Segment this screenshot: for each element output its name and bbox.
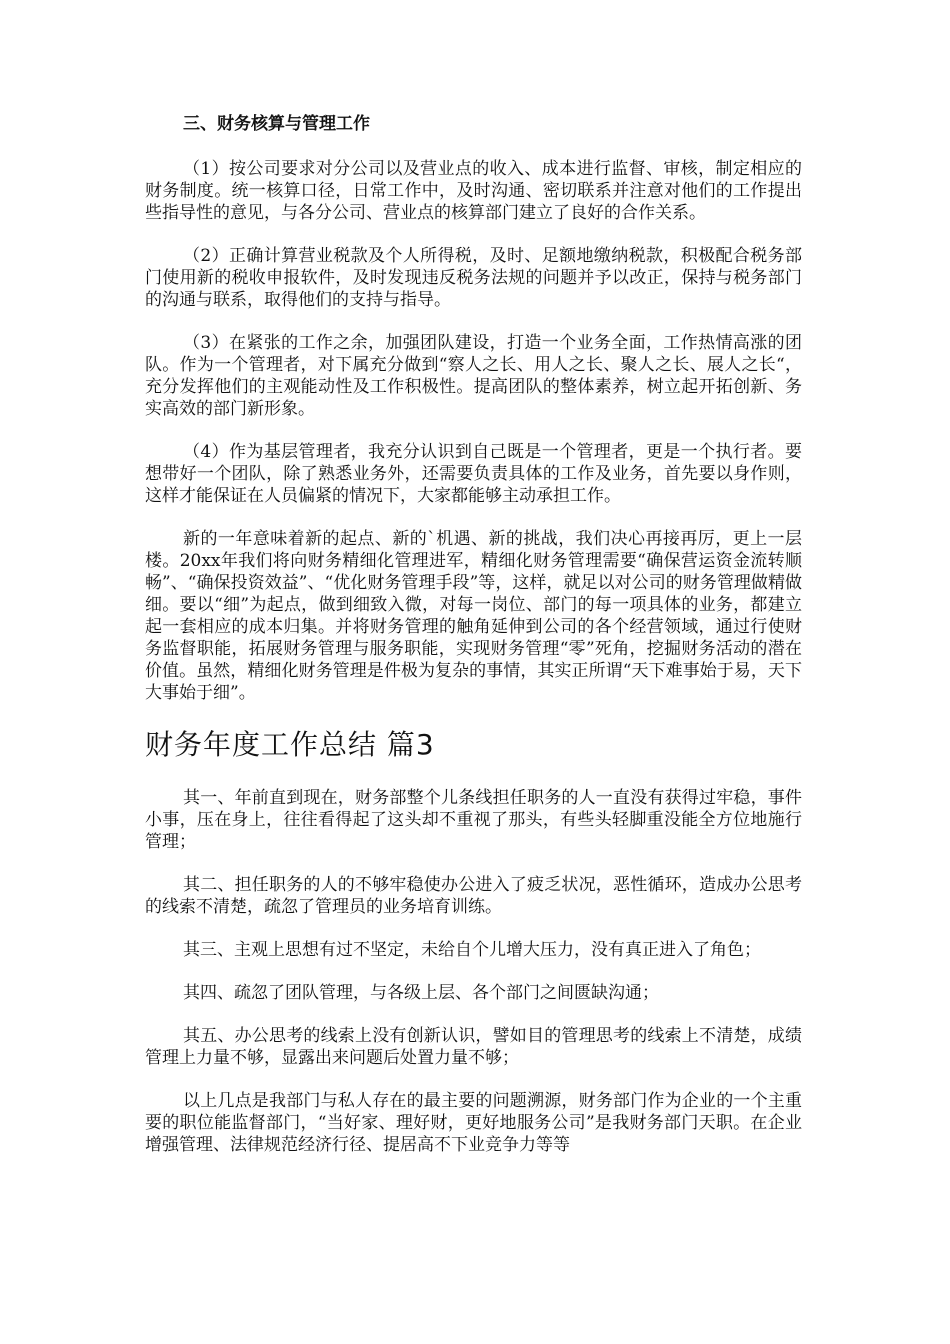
- paragraph: 新的一年意味着新的起点、新的`机遇、新的挑战，我们决心再接再厉，更上一层楼。20xx年我们将向财务精细化管理进军，精细化财务管理需要“确保营运资金流转顺畅”、“确保投资效益”、“优化财务管理手段”等，这样，就足以对公司的财务管理做精做细。要以“细”为起点，做到细致入微，对每一岗位、部门的每一项具体的业务，都建立起一套相应的成本归集。并将财务管理的触角延伸到公司的各个经营领域，通过行使财务监督职能，拓展财务管理与服务职能，实现财务管理“零”死角，挖掘财务活动的潜在价值。虽然，精细化财务管理是件极为复杂的事情，其实正所谓“天下难事始于易，天下大事始于细”。: [145, 529, 802, 703]
- paragraph: 其二、担任职务的人的不够牢稳使办公进入了疲乏状况，恶性循环，造成办公思考的线索不清楚，疏忽了管理员的业务培育训练。: [145, 875, 802, 917]
- paragraph: （3）在紧张的工作之余，加强团队建设，打造一个业务全面，工作热情高涨的团队。作为一个管理者，对下属充分做到“察人之长、用人之长、聚人之长、展人之长“，充分发挥他们的主观能动性及工作积极性。提高团队的整体素养，树立起开拓创新、务实高效的部门新形象。: [145, 333, 802, 419]
- paragraph: （4）作为基层管理者，我充分认识到自己既是一个管理者，更是一个执行者。要想带好一个团队，除了熟悉业务外，还需要负责具体的工作及业务，首先要以身作则，这样才能保证在人员偏紧的情况下，大家都能够主动承担工作。: [145, 442, 802, 506]
- paragraph: （1）按公司要求对分公司以及营业点的收入、成本进行监督、审核，制定相应的财务制度。统一核算口径，日常工作中，及时沟通、密切联系并注意对他们的工作提出些指导性的意见，与各分公司、营业点的核算部门建立了良好的合作关系。: [145, 159, 802, 223]
- paragraph: 其五、办公思考的线索上没有创新认识，譬如目的管理思考的线索上不清楚，成绩管理上力量不够，显露出来问题后处置力量不够；: [145, 1026, 802, 1068]
- paragraph: （2）正确计算营业税款及个人所得税，及时、足额地缴纳税款，积极配合税务部门使用新的税收申报软件，及时发现违反税务法规的问题并予以改正，保持与税务部门的沟通与联系，取得他们的支持与指导。: [145, 246, 802, 310]
- article-title: 财务年度工作总结 篇3: [145, 728, 435, 761]
- section-heading: 三、财务核算与管理工作: [183, 114, 370, 134]
- paragraph: 其一、年前直到现在，财务部整个儿条线担任职务的人一直没有获得过牢稳，事件小事，压在身上，往往看得起了这头却不重视了那头，有些头轻脚重没能全方位地施行管理；: [145, 788, 802, 852]
- paragraph: 其四、疏忽了团队管理，与各级上层、各个部门之间匮缺沟通；: [183, 983, 659, 1003]
- paragraph: 其三、主观上思想有过不坚定，未给自个儿增大压力，没有真正进入了角色；: [183, 940, 761, 960]
- paragraph: 以上几点是我部门与私人存在的最主要的问题溯源，财务部门作为企业的一个主重要的职位能监督部门，“当好家、理好财，更好地服务公司”是我财务部门天职。在企业增强管理、法律规范经济行径、提居高不下业竞争力等等: [145, 1091, 802, 1155]
